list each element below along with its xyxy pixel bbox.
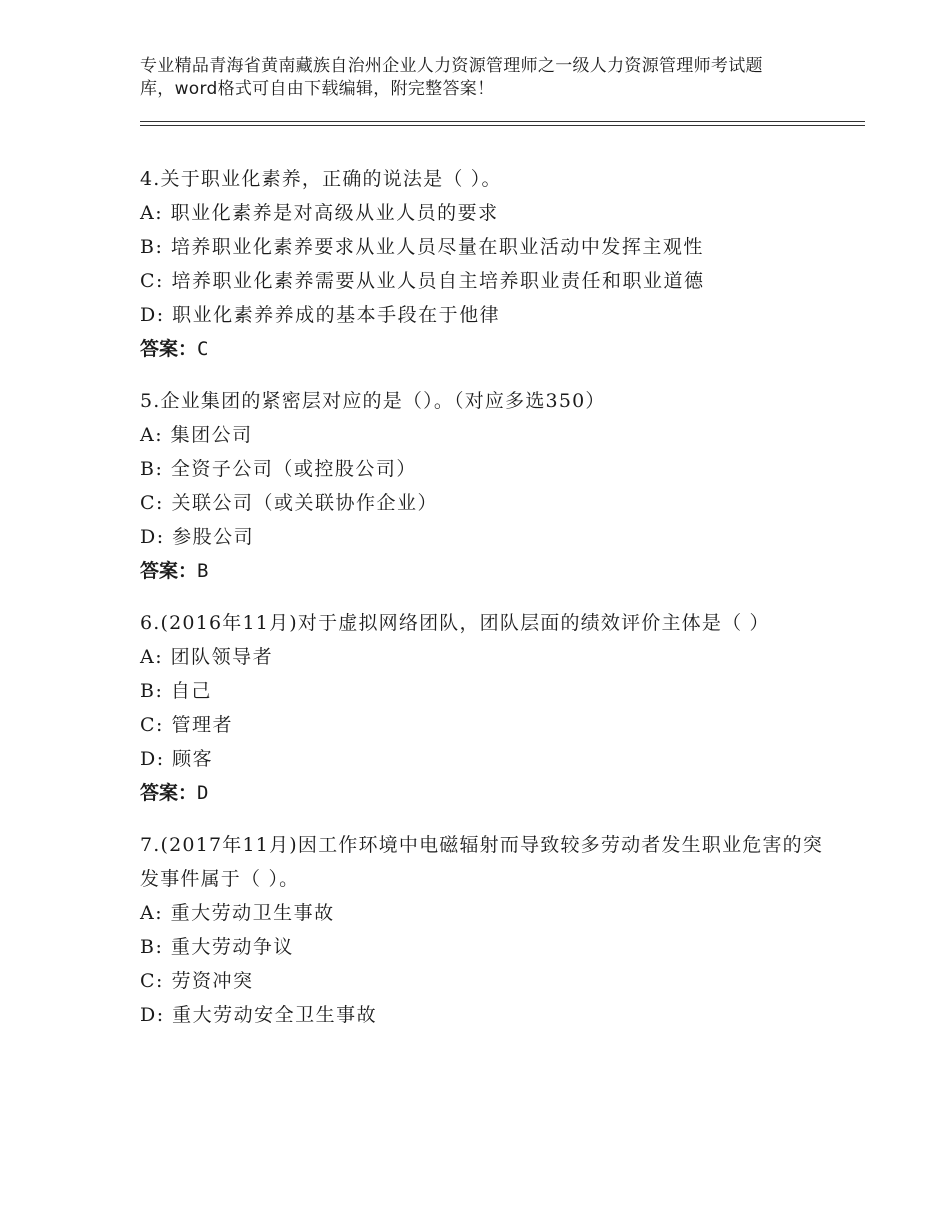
question-5 xyxy=(140,384,830,588)
question-text: 7.(2017年11月)因工作环境中电磁辐射而导致较多劳动者发生职业危害的突发事件属于（ ）。 xyxy=(140,834,824,890)
answer-value: B xyxy=(197,560,209,582)
option-a: A: 重大劳动卫生事故 xyxy=(140,902,335,924)
answer-value: D xyxy=(197,782,209,804)
answer-label: 答案： xyxy=(140,782,198,804)
answer-line xyxy=(140,332,830,366)
option-c: C: 关联公司（或关联协作企业） xyxy=(140,492,438,514)
option-c: C: 管理者 xyxy=(140,714,233,736)
answer-value: C xyxy=(197,338,209,360)
option-a: A: 职业化素养是对高级从业人员的要求 xyxy=(140,202,499,224)
option-c: C: 培养职业化素养需要从业人员自主培养职业责任和职业道德 xyxy=(140,270,705,292)
option-b: B: 自己 xyxy=(140,680,212,702)
question-text: 4.关于职业化素养，正确的说法是（ ）。 xyxy=(140,168,502,190)
answer-label: 答案： xyxy=(140,560,198,582)
option-c: C: 劳资冲突 xyxy=(140,970,254,992)
header-line-1: 专业精品青海省黄南藏族自治州企业人力资源管理师之一级人力资源管理师考试题 xyxy=(140,56,763,76)
answer-label: 答案： xyxy=(140,338,198,360)
option-d: D: 重大劳动安全卫生事故 xyxy=(140,1004,378,1026)
header-divider-bottom xyxy=(140,125,865,126)
question-6 xyxy=(140,606,830,810)
header-divider-top xyxy=(140,121,865,122)
option-b: B: 重大劳动争议 xyxy=(140,936,294,958)
option-d: D: 顾客 xyxy=(140,748,214,770)
header-line-2: 库，word格式可自由下载编辑，附完整答案！ xyxy=(140,79,495,99)
answer-line xyxy=(140,776,830,810)
option-d: D: 职业化素养养成的基本手段在于他律 xyxy=(140,304,501,326)
question-text: 6.(2016年11月)对于虚拟网络团队，团队层面的绩效评价主体是（ ） xyxy=(140,612,770,634)
question-list xyxy=(140,162,830,1050)
document-header xyxy=(140,55,830,101)
option-d: D: 参股公司 xyxy=(140,526,255,548)
option-b: B: 培养职业化素养要求从业人员尽量在职业活动中发挥主观性 xyxy=(140,236,704,258)
question-text: 5.企业集团的紧密层对应的是（）。（对应多选350） xyxy=(140,390,606,412)
option-b: B: 全资子公司（或控股公司） xyxy=(140,458,417,480)
option-a: A: 团队领导者 xyxy=(140,646,274,668)
question-7 xyxy=(140,828,830,1032)
answer-line xyxy=(140,554,830,588)
option-a: A: 集团公司 xyxy=(140,424,253,446)
question-4 xyxy=(140,162,830,366)
